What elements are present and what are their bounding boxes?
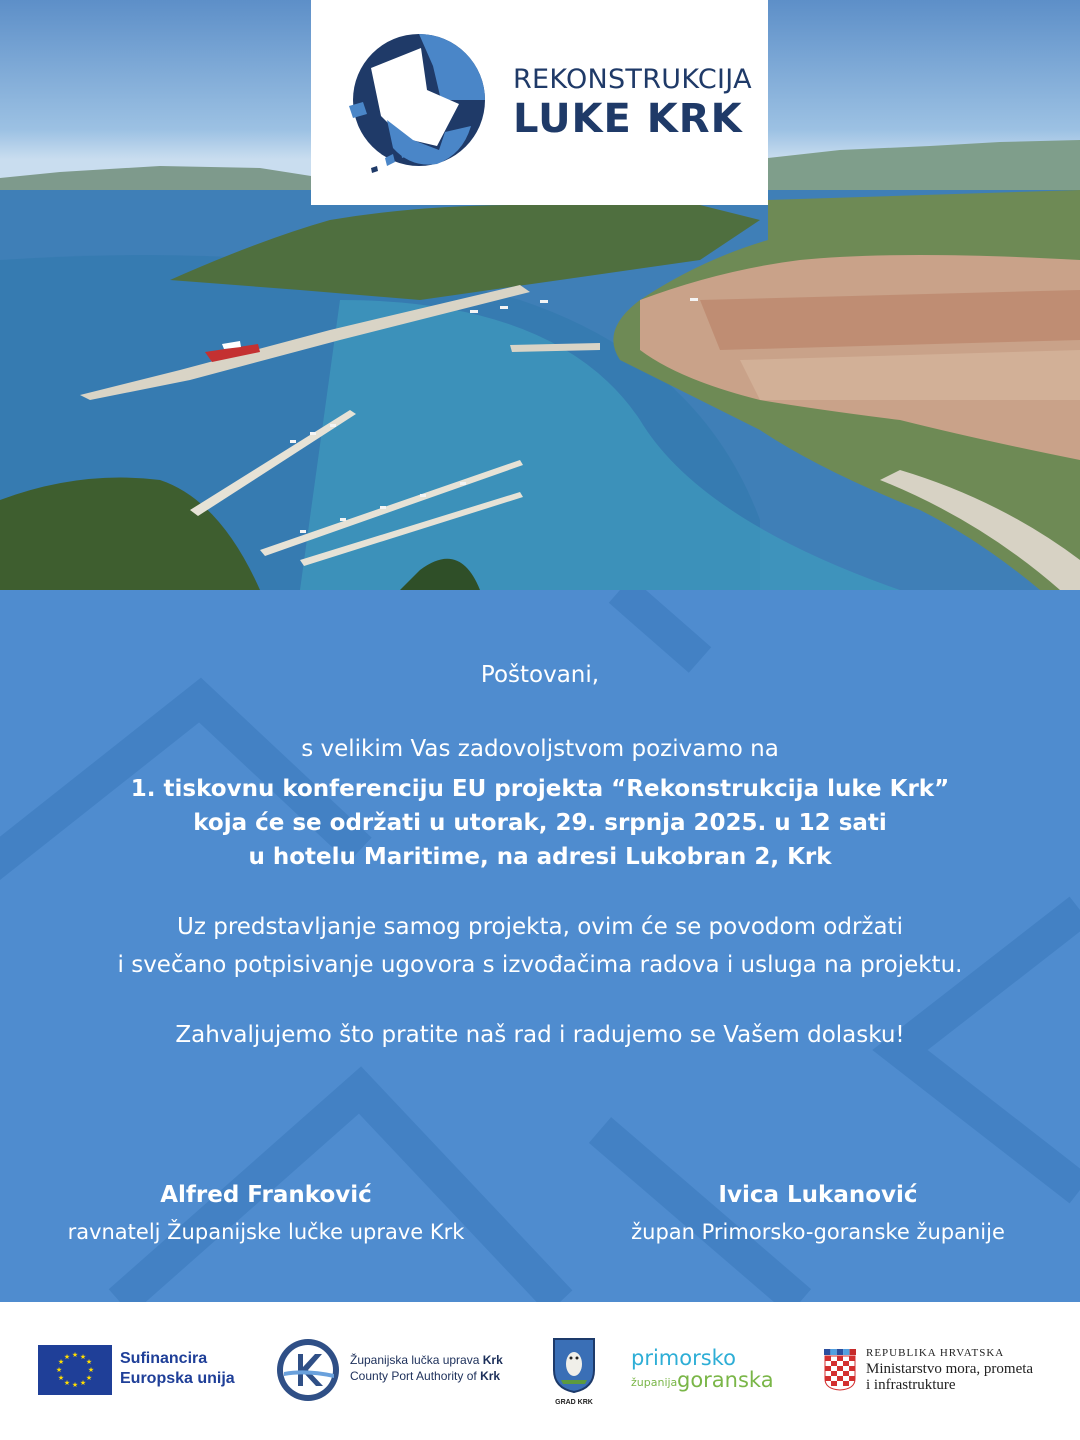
svg-text:★: ★ xyxy=(55,1366,63,1374)
partner-logos-footer xyxy=(0,1302,1080,1440)
signatory-2-title: župan Primorsko-goranske županije xyxy=(631,1220,1005,1244)
logo-title-line1: REKONSTRUKCIJA xyxy=(513,64,752,95)
croatian-coat-of-arms xyxy=(822,1347,858,1391)
ministry-line2: i infrastrukture xyxy=(866,1377,956,1393)
signatory-2-name: Ivica Lukanović xyxy=(718,1182,918,1208)
svg-text:★: ★ xyxy=(71,1381,79,1389)
invitation-line-3: koja će se održati u utorak, 29. srpnja 2025. u 12 sati xyxy=(193,810,887,836)
cpa-line1-prefix: Županijska lučka uprava xyxy=(350,1353,483,1367)
cpa-line1-bold: Krk xyxy=(482,1353,503,1367)
invitation-line-4: u hotelu Maritime, na adresi Lukobran 2, Krk xyxy=(248,844,832,870)
svg-text:★: ★ xyxy=(85,1374,93,1382)
closing-line: Zahvaljujemo što pratite naš rad i radujemo se Vašem dolasku! xyxy=(175,1022,905,1048)
eu-label-line2: Europska unija xyxy=(120,1370,235,1387)
eu-flag-icon xyxy=(38,1345,112,1395)
signatory-1-name: Alfred Franković xyxy=(160,1182,372,1208)
project-emblem-icon xyxy=(341,28,491,188)
pgz-logo-word1: primorsko xyxy=(631,1346,736,1370)
svg-text:★: ★ xyxy=(85,1358,93,1366)
cpa-line2-bold: Krk xyxy=(480,1369,501,1383)
svg-text:★: ★ xyxy=(87,1366,95,1374)
grad-krk-label: GRAD KRK xyxy=(555,1399,593,1406)
ministry-line1: Ministarstvo mora, prometa xyxy=(866,1361,1034,1377)
pgz-logo-word2: goranska xyxy=(677,1368,774,1392)
description-line-1: Uz predstavljanje samog projekta, ovim će se povodom održati xyxy=(177,914,903,940)
grad-krk-crest xyxy=(551,1336,597,1394)
port-authority-label xyxy=(350,1352,503,1384)
eu-cofunding-label xyxy=(120,1349,235,1389)
invitation-panel xyxy=(0,590,1080,1302)
svg-text:★: ★ xyxy=(57,1358,65,1366)
svg-text:★: ★ xyxy=(63,1353,71,1361)
cpa-line2-prefix: County Port Authority of xyxy=(350,1369,481,1383)
svg-text:★: ★ xyxy=(71,1351,79,1359)
svg-text:★: ★ xyxy=(63,1379,71,1387)
signatory-1-title: ravnatelj Županijske lučke uprave Krk xyxy=(67,1220,465,1244)
eu-label-line1: Sufinancira xyxy=(120,1350,208,1367)
logo-title-line2: LUKE KRK xyxy=(513,96,743,142)
ministry-label xyxy=(866,1361,1033,1393)
invitation-line-2: 1. tiskovnu konferenciju EU projekta “Rekonstrukcija luke Krk” xyxy=(130,776,950,802)
svg-text:★: ★ xyxy=(79,1379,87,1387)
project-logo xyxy=(311,0,768,205)
description-line-2: i svečano potpisivanje ugovora s izvođačima radova i usluga na projektu. xyxy=(117,952,963,978)
invitation-line-1: s velikim Vas zadovoljstvom pozivamo na xyxy=(301,736,779,762)
svg-text:★: ★ xyxy=(79,1353,87,1361)
republic-label: REPUBLIKA HRVATSKA xyxy=(866,1347,1005,1359)
svg-text:★: ★ xyxy=(57,1374,65,1382)
greeting: Poštovani, xyxy=(480,662,600,688)
port-authority-logo xyxy=(276,1338,340,1402)
pgz-logo-small: županija xyxy=(631,1376,678,1389)
